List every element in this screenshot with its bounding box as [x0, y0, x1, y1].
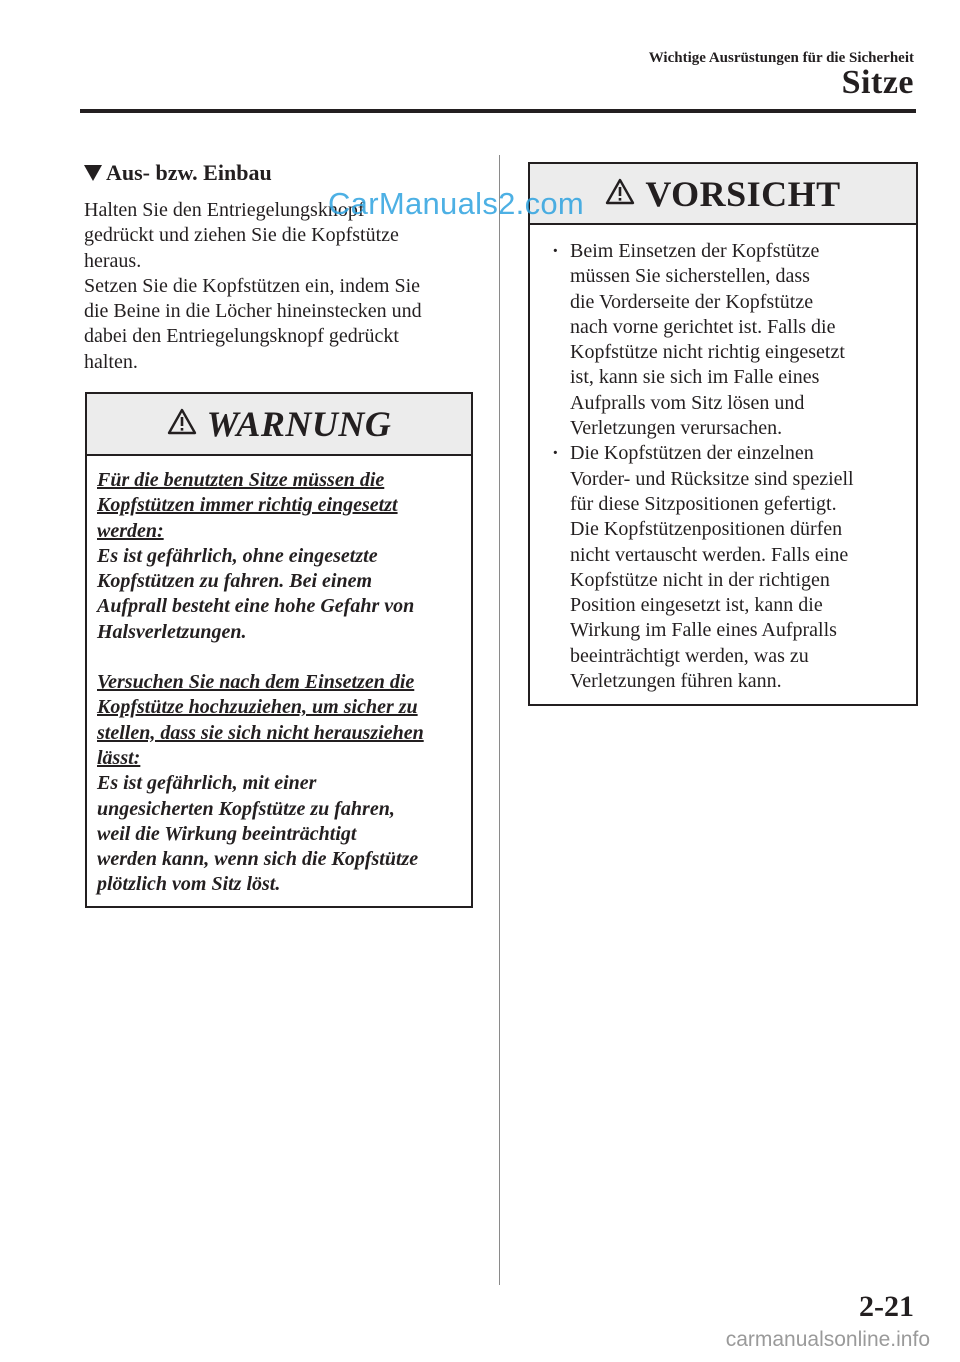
caution-item: [548, 239, 902, 441]
section-heading: [84, 160, 272, 186]
warning-text-line: Aufprall besteht eine hohe Gefahr von: [97, 595, 415, 618]
intro-text: [84, 198, 484, 375]
warning-box: [85, 392, 473, 908]
warning-text-line: Es ist gefährlich, ohne eingesetzte: [97, 544, 378, 567]
caution-item: [548, 441, 902, 694]
paragraph-gap: [97, 645, 461, 670]
watermark-text: CarManuals2.com: [328, 186, 585, 221]
caution-body: [530, 225, 916, 694]
caution-line: Beim Einsetzen der Kopfstütze: [570, 240, 820, 262]
warning-text-line: weil die Wirkung beeinträchtigt: [97, 822, 357, 845]
warning-subheading-line: Kopfstütze hochzuziehen, um sicher zu: [97, 696, 418, 719]
caution-triangle-icon: [605, 178, 635, 210]
warning-text-line: Halsverletzungen.: [97, 620, 247, 643]
header-rule: [80, 109, 916, 113]
caution-line: nach vorne gerichtet ist. Falls die: [570, 315, 836, 338]
caution-line: Vorder- und Rücksitze sind speziell: [570, 467, 854, 490]
intro-line: halten.: [84, 350, 138, 373]
caution-line: nicht vertauscht werden. Falls eine: [570, 543, 849, 566]
footer-site: carmanualsonline.info: [725, 1328, 930, 1351]
caution-line: Kopfstütze nicht in der richtigen: [570, 568, 830, 591]
caution-line: Die Kopfstützen der einzelnen: [570, 442, 814, 465]
warning-text-line: Kopfstützen zu fahren. Bei einem: [97, 570, 373, 593]
section-heading-text: Aus- bzw. Einbau: [106, 160, 272, 185]
warning-text-line: Es ist gefährlich, mit einer: [97, 772, 317, 795]
page-number: 2-21: [859, 1290, 914, 1323]
intro-line: dabei den Entriegelungsknopf gedrückt: [84, 325, 399, 348]
warning-text-line: ungesicherten Kopfstütze zu fahren,: [97, 797, 395, 820]
caution-line: beeinträchtigt werden, was zu: [570, 644, 809, 667]
intro-line: die Beine in die Löcher hineinstecken und: [84, 300, 422, 323]
warning-body: [87, 456, 471, 898]
warning-subheading-line: Versuchen Sie nach dem Einsetzen die: [97, 671, 415, 694]
caution-line: ist, kann sie sich im Falle eines: [570, 366, 820, 389]
caution-line: Kopfstütze nicht richtig eingesetzt: [570, 341, 845, 364]
caution-box: [528, 162, 918, 706]
caution-line: die Vorderseite der Kopfstütze: [570, 290, 814, 313]
warning-subheading-line: Für die benutzten Sitze müssen die: [97, 469, 385, 491]
caution-line: Wirkung im Falle eines Aufpralls: [570, 619, 837, 642]
caution-line: Verletzungen führen kann.: [570, 670, 782, 693]
triangle-bullet-icon: [84, 165, 102, 181]
caution-title: VORSICHT: [645, 173, 841, 214]
intro-line: gedrückt und ziehen Sie die Kopfstütze: [84, 224, 399, 247]
caution-header: [530, 164, 916, 225]
caution-line: Position eingesetzt ist, kann die: [570, 594, 823, 617]
caution-list: [548, 239, 902, 694]
warning-subheading-line: stellen, dass sie sich nicht herausziehen: [97, 721, 424, 744]
warning-text-line: plötzlich vom Sitz löst.: [97, 873, 281, 896]
warning-subheading-line: lässt:: [97, 746, 141, 769]
caution-line: Verletzungen verursachen.: [570, 417, 783, 440]
warning-header: [87, 394, 471, 456]
warning-triangle-icon: [167, 408, 197, 440]
intro-line: heraus.: [84, 249, 142, 272]
caution-line: Aufpralls vom Sitz lösen und: [570, 391, 805, 414]
caution-line: müssen Sie sicherstellen, dass: [570, 265, 810, 288]
column-divider: [499, 155, 500, 1285]
warning-subheading-line: Kopfstützen immer richtig eingesetzt: [97, 494, 398, 517]
warning-title: WARNUNG: [206, 404, 392, 444]
warning-subheading-line: werden:: [97, 519, 164, 542]
intro-line: Setzen Sie die Kopfstützen ein, indem Sie: [84, 274, 421, 297]
intro-line: Halten Sie den Entriegelungsknopf: [84, 199, 365, 221]
header-section: Wichtige Ausrüstungen für die Sicherheit: [648, 50, 914, 66]
caution-line: Die Kopfstützenpositionen dürfen: [570, 518, 843, 541]
caution-line: für diese Sitzpositionen gefertigt.: [570, 492, 837, 515]
page-title: Sitze: [841, 64, 914, 101]
warning-text-line: werden kann, wenn sich die Kopfstütze: [97, 848, 419, 871]
